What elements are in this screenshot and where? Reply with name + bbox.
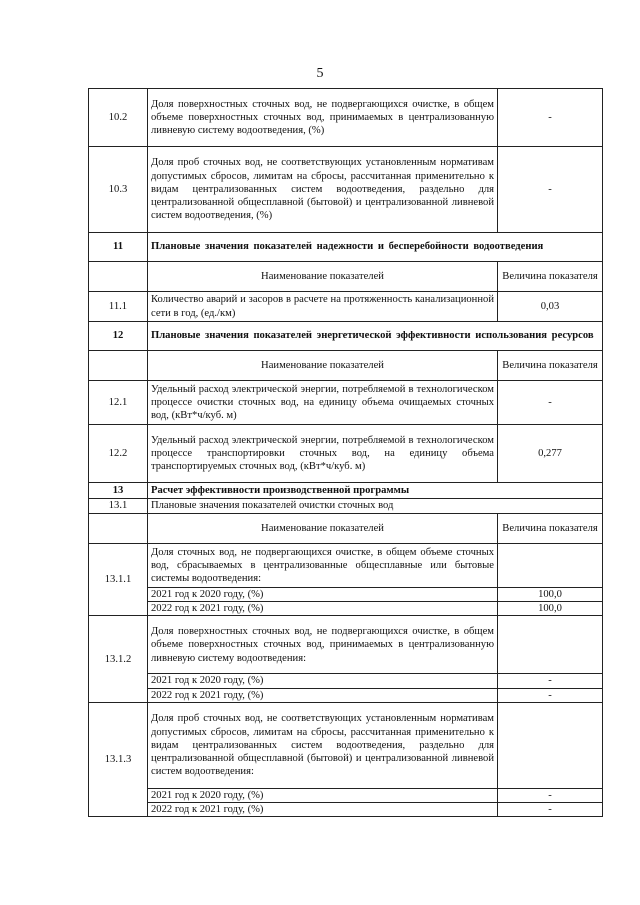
table-row <box>89 544 603 588</box>
period-value: - <box>498 803 603 817</box>
value-column-header: Величина показателя <box>498 262 603 292</box>
indicator-description: Плановые значения показателей очистки сточных вод <box>148 499 603 514</box>
empty-cell <box>498 544 603 588</box>
row-number: 13.1.2 <box>89 616 148 702</box>
indicator-value: 0,03 <box>498 292 603 322</box>
table-row <box>89 89 603 147</box>
indicator-value: - <box>498 381 603 425</box>
section-row <box>89 322 603 351</box>
indicators-table <box>88 88 603 817</box>
indicator-description: Доля поверхностных сточных вод, не подвергающихся очистке, в общем объеме поверхностных сточных вод, принимаемых в централизованную ливневую систему водоотведения, (%) <box>148 89 498 147</box>
section-title: Плановые значения показателей надежности и бесперебойности водоотведения <box>148 233 603 262</box>
indicator-description: Доля проб сточных вод, не соответствующих установленным нормативам допустимых сбросов, лимитам на сбросы, рассчитанная применительно к видам централизованных систем водоотведения, раздельно для централизованной общесплавной (бытовой) и централизованной ливневой систем водоотведения, (%) <box>148 147 498 233</box>
period-label: 2021 год к 2020 году, (%) <box>148 674 498 688</box>
table-row <box>89 292 603 322</box>
row-number: 13.1.1 <box>89 544 148 616</box>
section-number: 11 <box>89 233 148 262</box>
row-number: 10.2 <box>89 89 148 147</box>
sub-row <box>89 602 603 616</box>
table-row <box>89 499 603 514</box>
row-number: 11.1 <box>89 292 148 322</box>
indicator-description: Удельный расход электрической энергии, потребляемой в технологическом процессе очистки сточных вод, на единицу объема очищаемых сточных вод, (кВт*ч/куб. м) <box>148 381 498 425</box>
section-title: Плановые значения показателей энергетической эффективности использования ресурсов <box>148 322 603 351</box>
indicator-description: Доля сточных вод, не подвергающихся очистке, в общем объеме сточных вод, сбрасываемых в централизованные общесплавные или бытовые системы водоотведения: <box>148 544 498 588</box>
empty-cell <box>498 616 603 674</box>
sub-row <box>89 788 603 802</box>
empty-cell <box>89 262 148 292</box>
row-number: 13.1.3 <box>89 702 148 816</box>
period-label: 2022 год к 2021 году, (%) <box>148 803 498 817</box>
period-label: 2021 год к 2020 году, (%) <box>148 588 498 602</box>
period-label: 2022 год к 2021 году, (%) <box>148 688 498 702</box>
value-column-header: Величина показателя <box>498 351 603 381</box>
name-column-header: Наименование показателей <box>148 262 498 292</box>
section-number: 12 <box>89 322 148 351</box>
indicator-description: Количество аварий и засоров в расчете на протяженность канализационной сети в год, (ед./км) <box>148 292 498 322</box>
empty-cell <box>89 351 148 381</box>
section-row <box>89 233 603 262</box>
section-row <box>89 483 603 499</box>
sub-row <box>89 688 603 702</box>
sub-row <box>89 674 603 688</box>
sub-row <box>89 588 603 602</box>
period-value: - <box>498 788 603 802</box>
period-label: 2021 год к 2020 году, (%) <box>148 788 498 802</box>
table-row <box>89 381 603 425</box>
indicator-description: Удельный расход электрической энергии, потребляемой в технологическом процессе транспортировки сточных вод, на единицу объема транспортируемых сточных вод, (кВт*ч/куб. м) <box>148 425 498 483</box>
row-number: 12.1 <box>89 381 148 425</box>
row-number: 10.3 <box>89 147 148 233</box>
section-title: Расчет эффективности производственной программы <box>148 483 603 499</box>
period-value: - <box>498 688 603 702</box>
row-number: 12.2 <box>89 425 148 483</box>
row-number: 13.1 <box>89 499 148 514</box>
period-value: 100,0 <box>498 602 603 616</box>
table-row <box>89 702 603 788</box>
table-row <box>89 425 603 483</box>
indicator-description: Доля проб сточных вод, не соответствующих установленным нормативам допустимых сбросов, лимитам на сбросы, рассчитанная применительно к видам централизованных систем водоотведения, раздельно для централизованной общесплавной (бытовой) и централизованной ливневой систем водоотведения: <box>148 702 498 788</box>
table-row <box>89 616 603 674</box>
column-header-row <box>89 514 603 544</box>
empty-cell <box>498 702 603 788</box>
indicator-value: - <box>498 147 603 233</box>
page-number: 5 <box>316 66 324 81</box>
sub-row <box>89 803 603 817</box>
indicator-value: 0,277 <box>498 425 603 483</box>
value-column-header: Величина показателя <box>498 514 603 544</box>
indicator-description: Доля поверхностных сточных вод, не подвергающихся очистке, в общем объеме поверхностных сточных вод, принимаемых в централизованную ливневую систему водоотведения: <box>148 616 498 674</box>
column-header-row <box>89 351 603 381</box>
table-row <box>89 147 603 233</box>
empty-cell <box>89 514 148 544</box>
column-header-row <box>89 262 603 292</box>
name-column-header: Наименование показателей <box>148 351 498 381</box>
period-value: - <box>498 674 603 688</box>
section-number: 13 <box>89 483 148 499</box>
indicator-value: - <box>498 89 603 147</box>
name-column-header: Наименование показателей <box>148 514 498 544</box>
period-label: 2022 год к 2021 году, (%) <box>148 602 498 616</box>
period-value: 100,0 <box>498 588 603 602</box>
